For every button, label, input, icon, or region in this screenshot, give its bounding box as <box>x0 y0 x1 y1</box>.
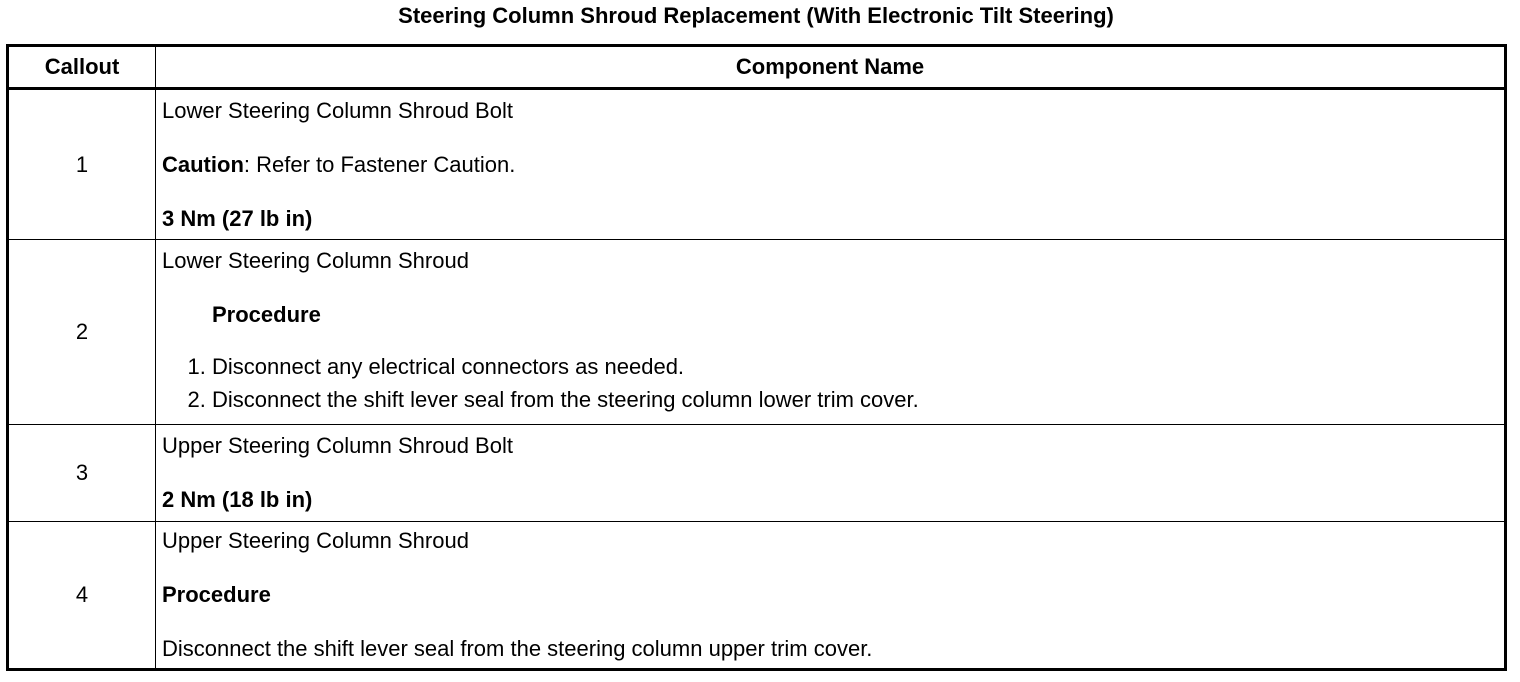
torque-spec: 2 Nm (18 lb in) <box>162 487 313 512</box>
procedure-step: 1. Disconnect any electrical connectors as needed. <box>212 350 1498 383</box>
component-name: Upper Steering Column Shroud Bolt <box>162 433 513 458</box>
component-cell <box>156 522 1506 670</box>
table-row <box>8 425 1506 522</box>
procedure-heading: Procedure <box>212 302 321 327</box>
table-row <box>8 89 1506 240</box>
procedure-text: Disconnect the shift lever seal from the steering column upper trim cover. <box>162 636 873 661</box>
caution-note <box>162 152 1498 178</box>
procedure-step: 2. Disconnect the shift lever seal from the steering column lower trim cover. <box>212 383 1498 416</box>
callout-cell: 3 <box>8 425 156 522</box>
callout-cell: 2 <box>8 240 156 425</box>
torque-spec: 3 Nm (27 lb in) <box>162 205 313 231</box>
component-name: Upper Steering Column Shroud <box>162 528 469 553</box>
component-table <box>6 44 1507 671</box>
column-header-callout: Callout <box>8 46 156 89</box>
caution-label: Caution <box>162 151 244 177</box>
callout-cell: 1 <box>8 89 156 240</box>
component-cell <box>156 240 1506 425</box>
component-cell <box>156 89 1506 240</box>
column-header-component-name: Component Name <box>156 46 1506 89</box>
table-row <box>8 240 1506 425</box>
procedure-heading: Procedure <box>162 582 271 607</box>
table-header-row <box>8 46 1506 89</box>
component-name: Lower Steering Column Shroud <box>162 248 469 273</box>
table-row <box>8 522 1506 670</box>
component-cell <box>156 425 1506 522</box>
callout-cell: 4 <box>8 522 156 670</box>
component-name: Lower Steering Column Shroud Bolt <box>162 97 513 123</box>
page-title: Steering Column Shroud Replacement (With Electronic Tilt Steering) <box>398 3 1114 28</box>
procedure-steps <box>162 350 1498 416</box>
caution-text: : Refer to Fastener Caution. <box>243 151 516 177</box>
